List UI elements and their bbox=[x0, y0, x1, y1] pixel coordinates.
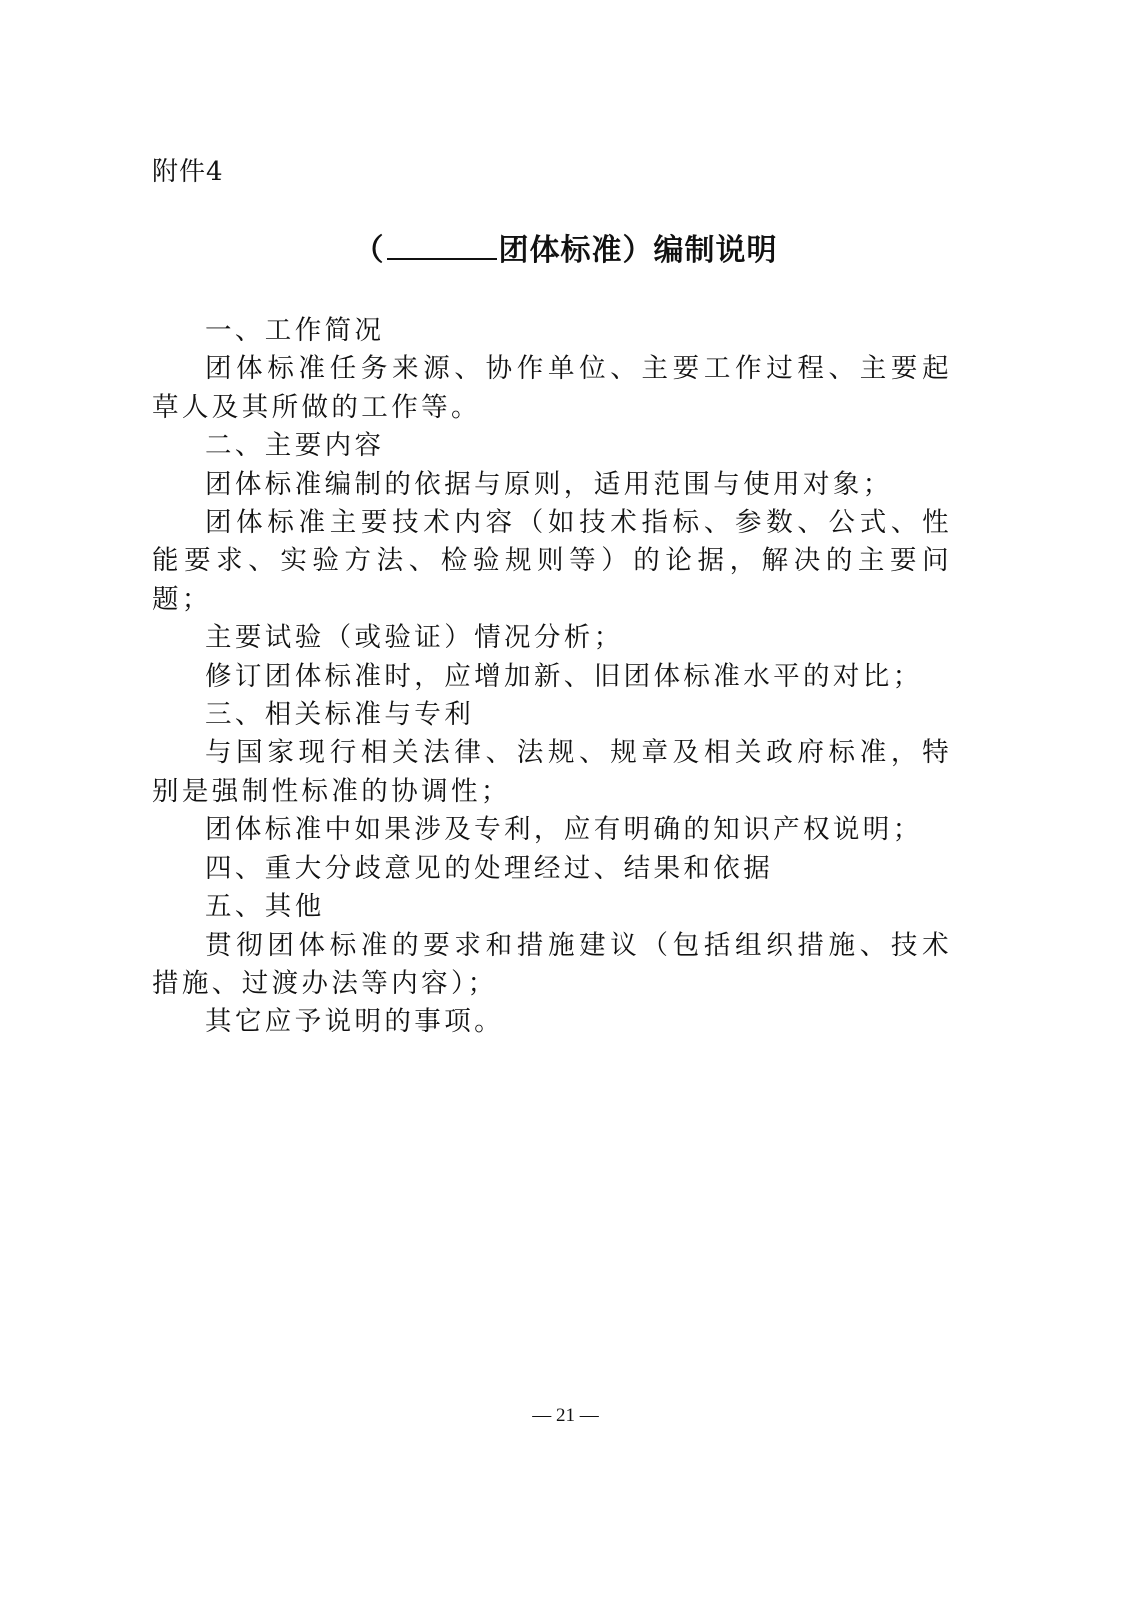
title-text: 团体标准）编制说明 bbox=[498, 233, 778, 268]
section-heading-1: 一、工作简况 bbox=[205, 315, 385, 346]
section-heading-3: 三、相关标准与专利 bbox=[205, 699, 475, 731]
document-title bbox=[0, 230, 1131, 272]
paragraph: 团体标准编制的依据与原则，适用范围与使用对象； bbox=[205, 468, 893, 500]
document-body bbox=[152, 312, 952, 1042]
paragraph: 主要试验（或验证）情况分析； bbox=[205, 622, 624, 654]
paragraph: 团体标准主要技术内容（如技术指标、参数、公式、性能要求、实验方法、检验规则等）的论据，解决的主要问题； bbox=[152, 507, 952, 615]
title-blank-line bbox=[387, 230, 497, 260]
paragraph: 贯彻团体标准的要求和措施建议（包括组织措施、技术措施、过渡办法等内容）； bbox=[152, 929, 952, 999]
paragraph: 其它应予说明的事项。 bbox=[205, 1006, 504, 1038]
paragraph: 团体标准中如果涉及专利，应有明确的知识产权说明； bbox=[205, 814, 923, 846]
paragraph: 团体标准任务来源、协作单位、主要工作过程、主要起草人及其所做的工作等。 bbox=[152, 353, 952, 423]
section-heading-2: 二、主要内容 bbox=[205, 430, 385, 462]
paragraph: 与国家现行相关法律、法规、规章及相关政府标准，特别是强制性标准的协调性； bbox=[152, 737, 952, 807]
attachment-label: 附件4 bbox=[152, 157, 224, 187]
section-heading-5: 五、其他 bbox=[205, 891, 325, 923]
section-heading-4: 四、重大分歧意见的处理经过、结果和依据 bbox=[205, 852, 774, 884]
paragraph: 修订团体标准时，应增加新、旧团体标准水平的对比； bbox=[205, 660, 923, 692]
page-number: — 21 — bbox=[532, 1405, 599, 1426]
title-open-paren: （ bbox=[353, 233, 385, 268]
